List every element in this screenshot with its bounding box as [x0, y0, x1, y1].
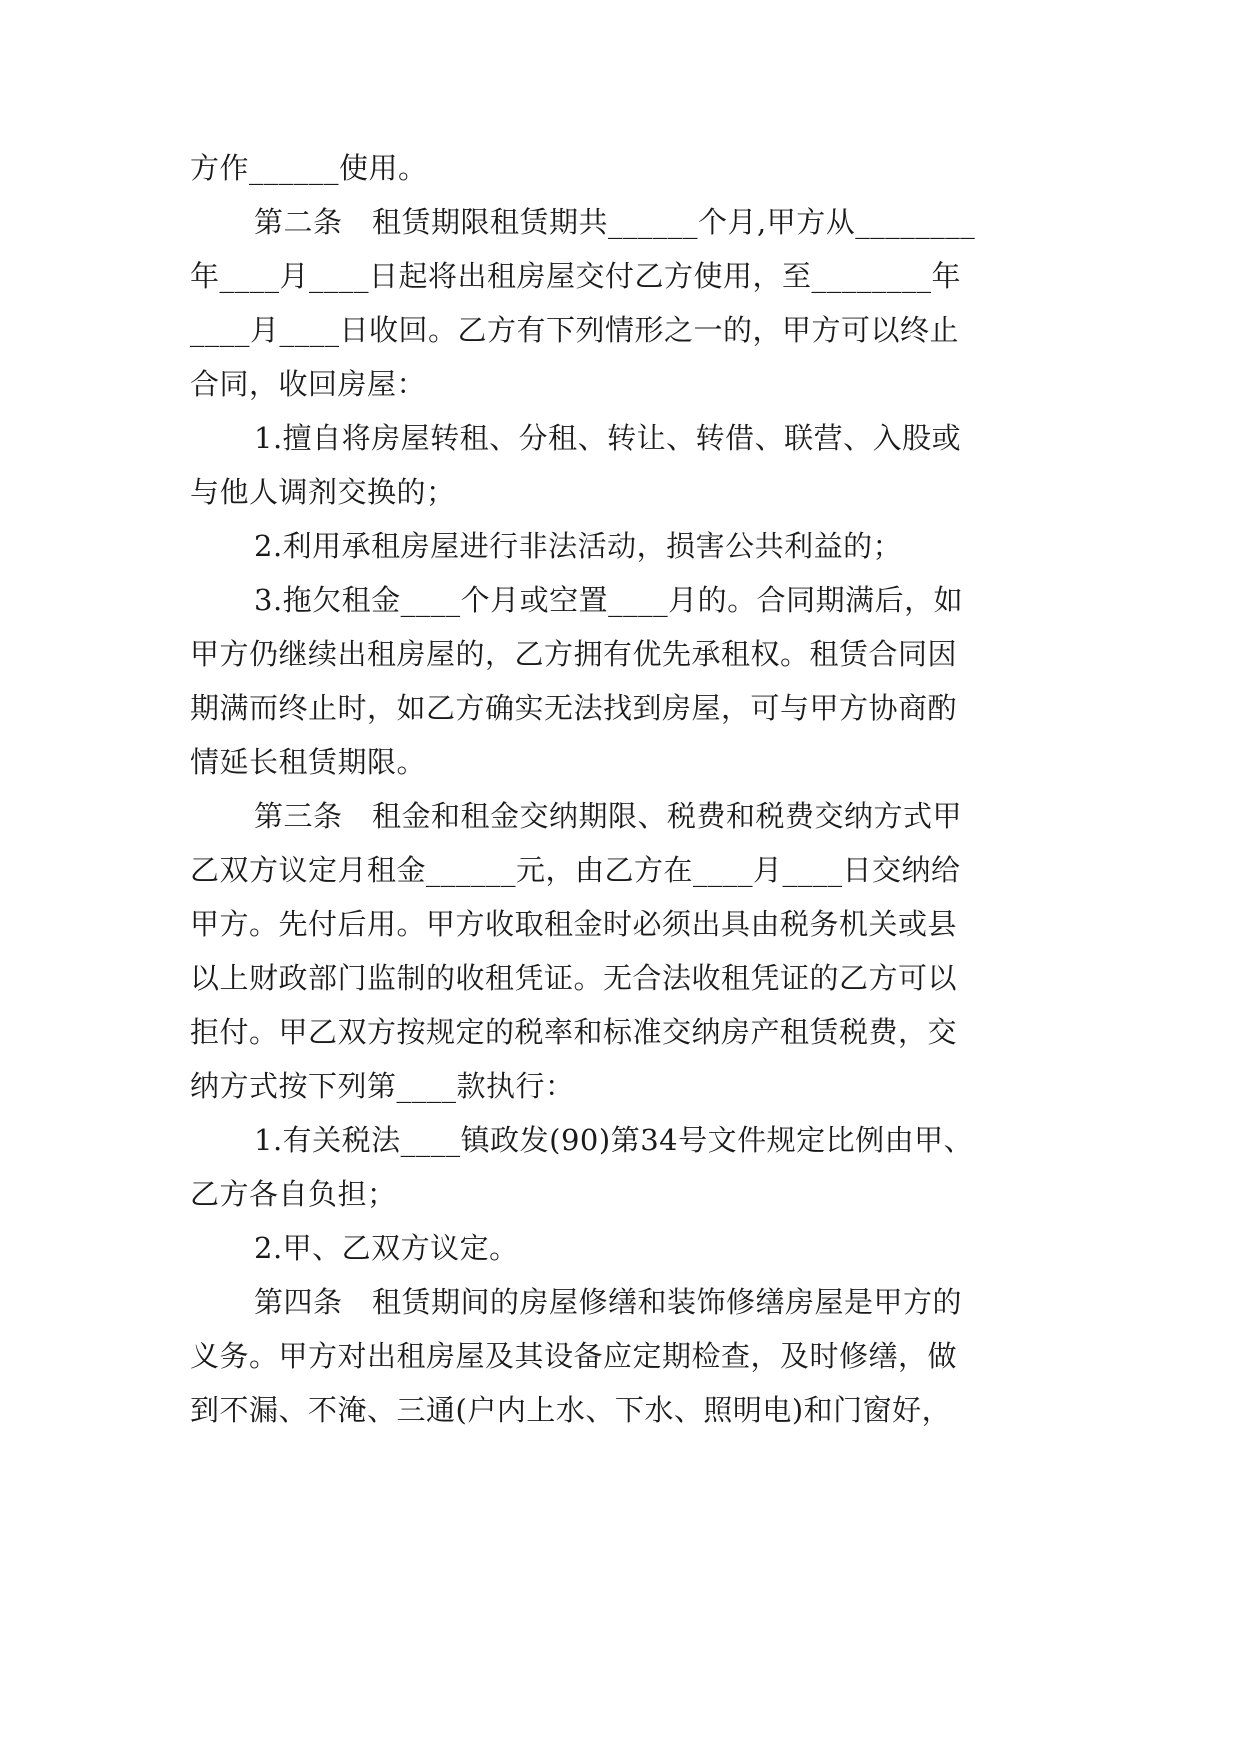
- article-2-heading-line: 第二条 租赁期限租赁期共______个月,甲方从________: [254, 205, 976, 239]
- text-line: 与他人调剂交换的；: [190, 475, 456, 509]
- list-item-line: 1.有关税法____镇政发(90)第34号文件规定比例由甲、: [254, 1123, 974, 1157]
- text-line: 义务。甲方对出租房屋及其设备应定期检查，及时修缮，做: [190, 1339, 958, 1373]
- text-line: 情延长租赁期限。: [190, 745, 427, 779]
- list-item-line: 3.拖欠租金____个月或空置____月的。合同期满后，如: [254, 583, 964, 617]
- text-line: 到不漏、不淹、三通(户内上水、下水、照明电)和门窗好，: [190, 1393, 952, 1427]
- text-line: 合同，收回房屋：: [190, 367, 427, 401]
- text-line: 以上财政部门监制的收租凭证。无合法收租凭证的乙方可以: [190, 961, 958, 995]
- text-line: 期满而终止时，如乙方确实无法找到房屋，可与甲方协商酌: [190, 691, 958, 725]
- text-line: 纳方式按下列第____款执行：: [190, 1069, 575, 1103]
- text-line: 甲方。先付后用。甲方收取租金时必须出具由税务机关或县: [190, 907, 958, 941]
- article-4-heading-line: 第四条 租赁期间的房屋修缮和装饰修缮房屋是甲方的: [254, 1285, 963, 1319]
- article-3-heading-line: 第三条 租金和租金交纳期限、税费和税费交纳方式甲: [254, 799, 963, 833]
- list-item-line: 2.利用承租房屋进行非法活动，损害公共利益的；: [254, 529, 903, 563]
- text-line: 拒付。甲乙双方按规定的税率和标准交纳房产租赁税费，交: [190, 1015, 958, 1049]
- list-item-line: 1.擅自将房屋转租、分租、转让、转借、联营、入股或: [254, 421, 962, 455]
- list-item-line: 2.甲、乙双方议定。: [254, 1231, 519, 1265]
- text-line: 乙方各自负担；: [190, 1177, 397, 1211]
- text-line: 甲方仍继续出租房屋的，乙方拥有优先承租权。租赁合同因: [190, 637, 958, 671]
- text-line: ____月____日收回。乙方有下列情形之一的，甲方可以终止: [190, 313, 960, 347]
- text-line: 乙双方议定月租金______元，由乙方在____月____日交纳给: [190, 853, 961, 887]
- text-line: 方作______使用。: [190, 151, 428, 185]
- text-line: 年____月____日起将出租房屋交付乙方使用，至________年: [190, 259, 962, 293]
